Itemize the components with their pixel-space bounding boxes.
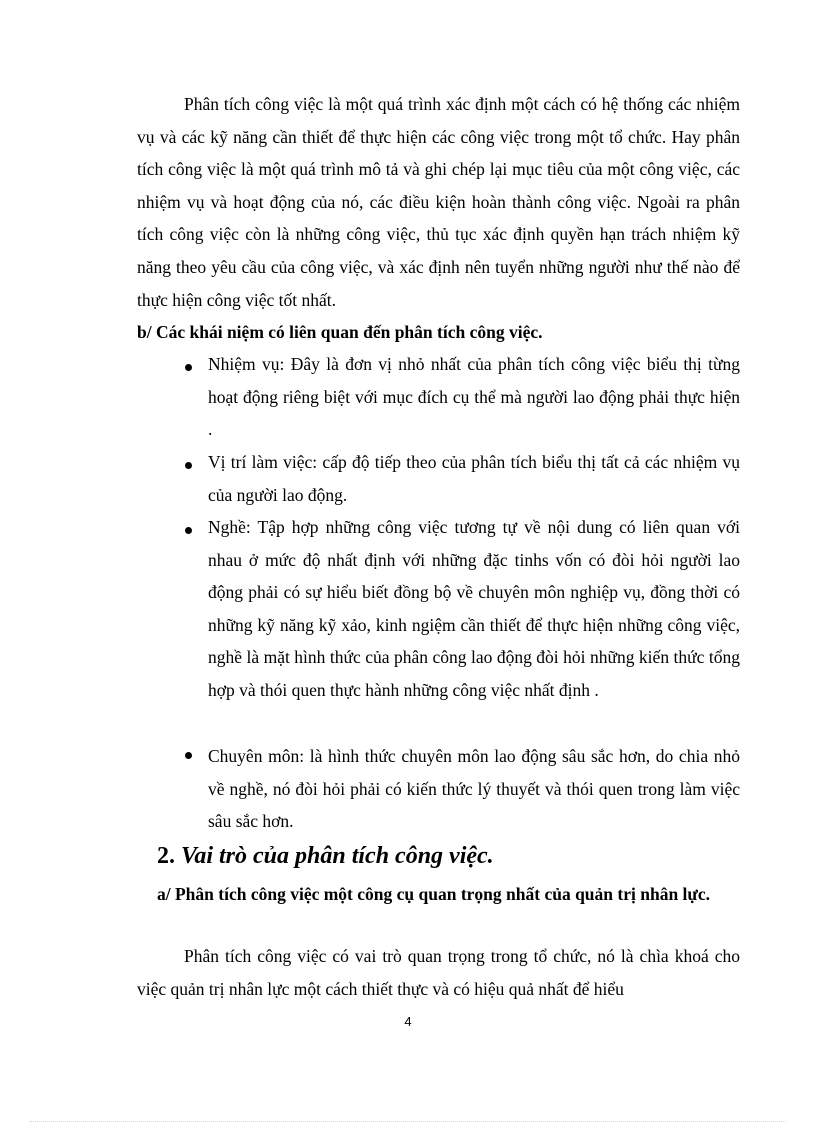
intro-paragraph: Phân tích công việc là một quá trình xác định một cách có hệ thống các nhiệm vụ và các kỹ năng cần thiết để thực hiện các công việc trong một tổ chức. Hay phân tích công việc là một quá trình mô tả và ghi chép lại mục tiêu của một công việc, các nhiệm vụ và hoạt động của nó, các điều kiện hoàn thành công việc. Ngoài ra phân tích công việc còn là những công việc, thủ tục xác định quyền hạn trách nhiệm kỹ năng theo yêu cầu của công việc, và xác định nên tuyển những người như thế nào để thực hiện công việc tốt nhất. bbox=[137, 94, 740, 310]
page-number: 4 bbox=[404, 1014, 412, 1029]
section-b-heading: b/ Các khái niệm có liên quan đến phân tích công việc. bbox=[137, 322, 543, 342]
bullet-icon bbox=[185, 527, 192, 534]
bullet-item-nghe: Nghề: Tập hợp những công việc tương tự về nội dung có liên quan với nhau ở mức độ nhất định với những đặc tinhs vốn có đòi hỏi người lao động phải có sự hiểu biết đồng bộ về chuyên môn nghiệp vụ, đồng thời có những kỹ năng kỹ xảo, kinh ngiệm cần thiết để thực hiện những công việc, nghề là mặt hình thức của phân công lao động đòi hỏi những kiến thức tổng hợp và thói quen thực hành những công việc nhất định . bbox=[208, 517, 740, 700]
page-bottom-divider bbox=[30, 1121, 786, 1122]
bullet-icon bbox=[185, 752, 192, 759]
bullet-item-nhiem-vu: Nhiệm vụ: Đây là đơn vị nhỏ nhất của phân tích công việc biểu thị từng hoạt động riêng biệt với mục đích cụ thể mà người lao động phải thực hiện . bbox=[208, 354, 740, 440]
section-a-heading: a/ Phân tích công việc một công cụ quan trọng nhất của quản trị nhân lực. bbox=[157, 884, 711, 904]
role-paragraph: Phân tích công việc có vai trò quan trọng trong tổ chức, nó là chìa khoá cho việc quản trị nhân lực một cách thiết thực và có hiệu quả nhất để hiểu bbox=[137, 946, 740, 999]
section-2-number: 2. bbox=[157, 843, 175, 869]
bullet-item-chuyen-mon: Chuyên môn: là hình thức chuyên môn lao động sâu sắc hơn, do chia nhỏ về nghề, nó đòi hỏi phải có kiến thức lý thuyết và thói quen trong làm việc sâu sắc hơn. bbox=[208, 746, 740, 832]
bullet-icon bbox=[185, 462, 192, 469]
bullet-item-vi-tri-lam-viec: Vị trí làm việc: cấp độ tiếp theo của phân tích biểu thị tất cả các nhiệm vụ của người lao động. bbox=[208, 452, 740, 505]
bullet-icon bbox=[185, 364, 192, 371]
section-2-heading bbox=[157, 838, 494, 874]
section-2-title: Vai trò của phân tích công việc. bbox=[181, 843, 494, 869]
